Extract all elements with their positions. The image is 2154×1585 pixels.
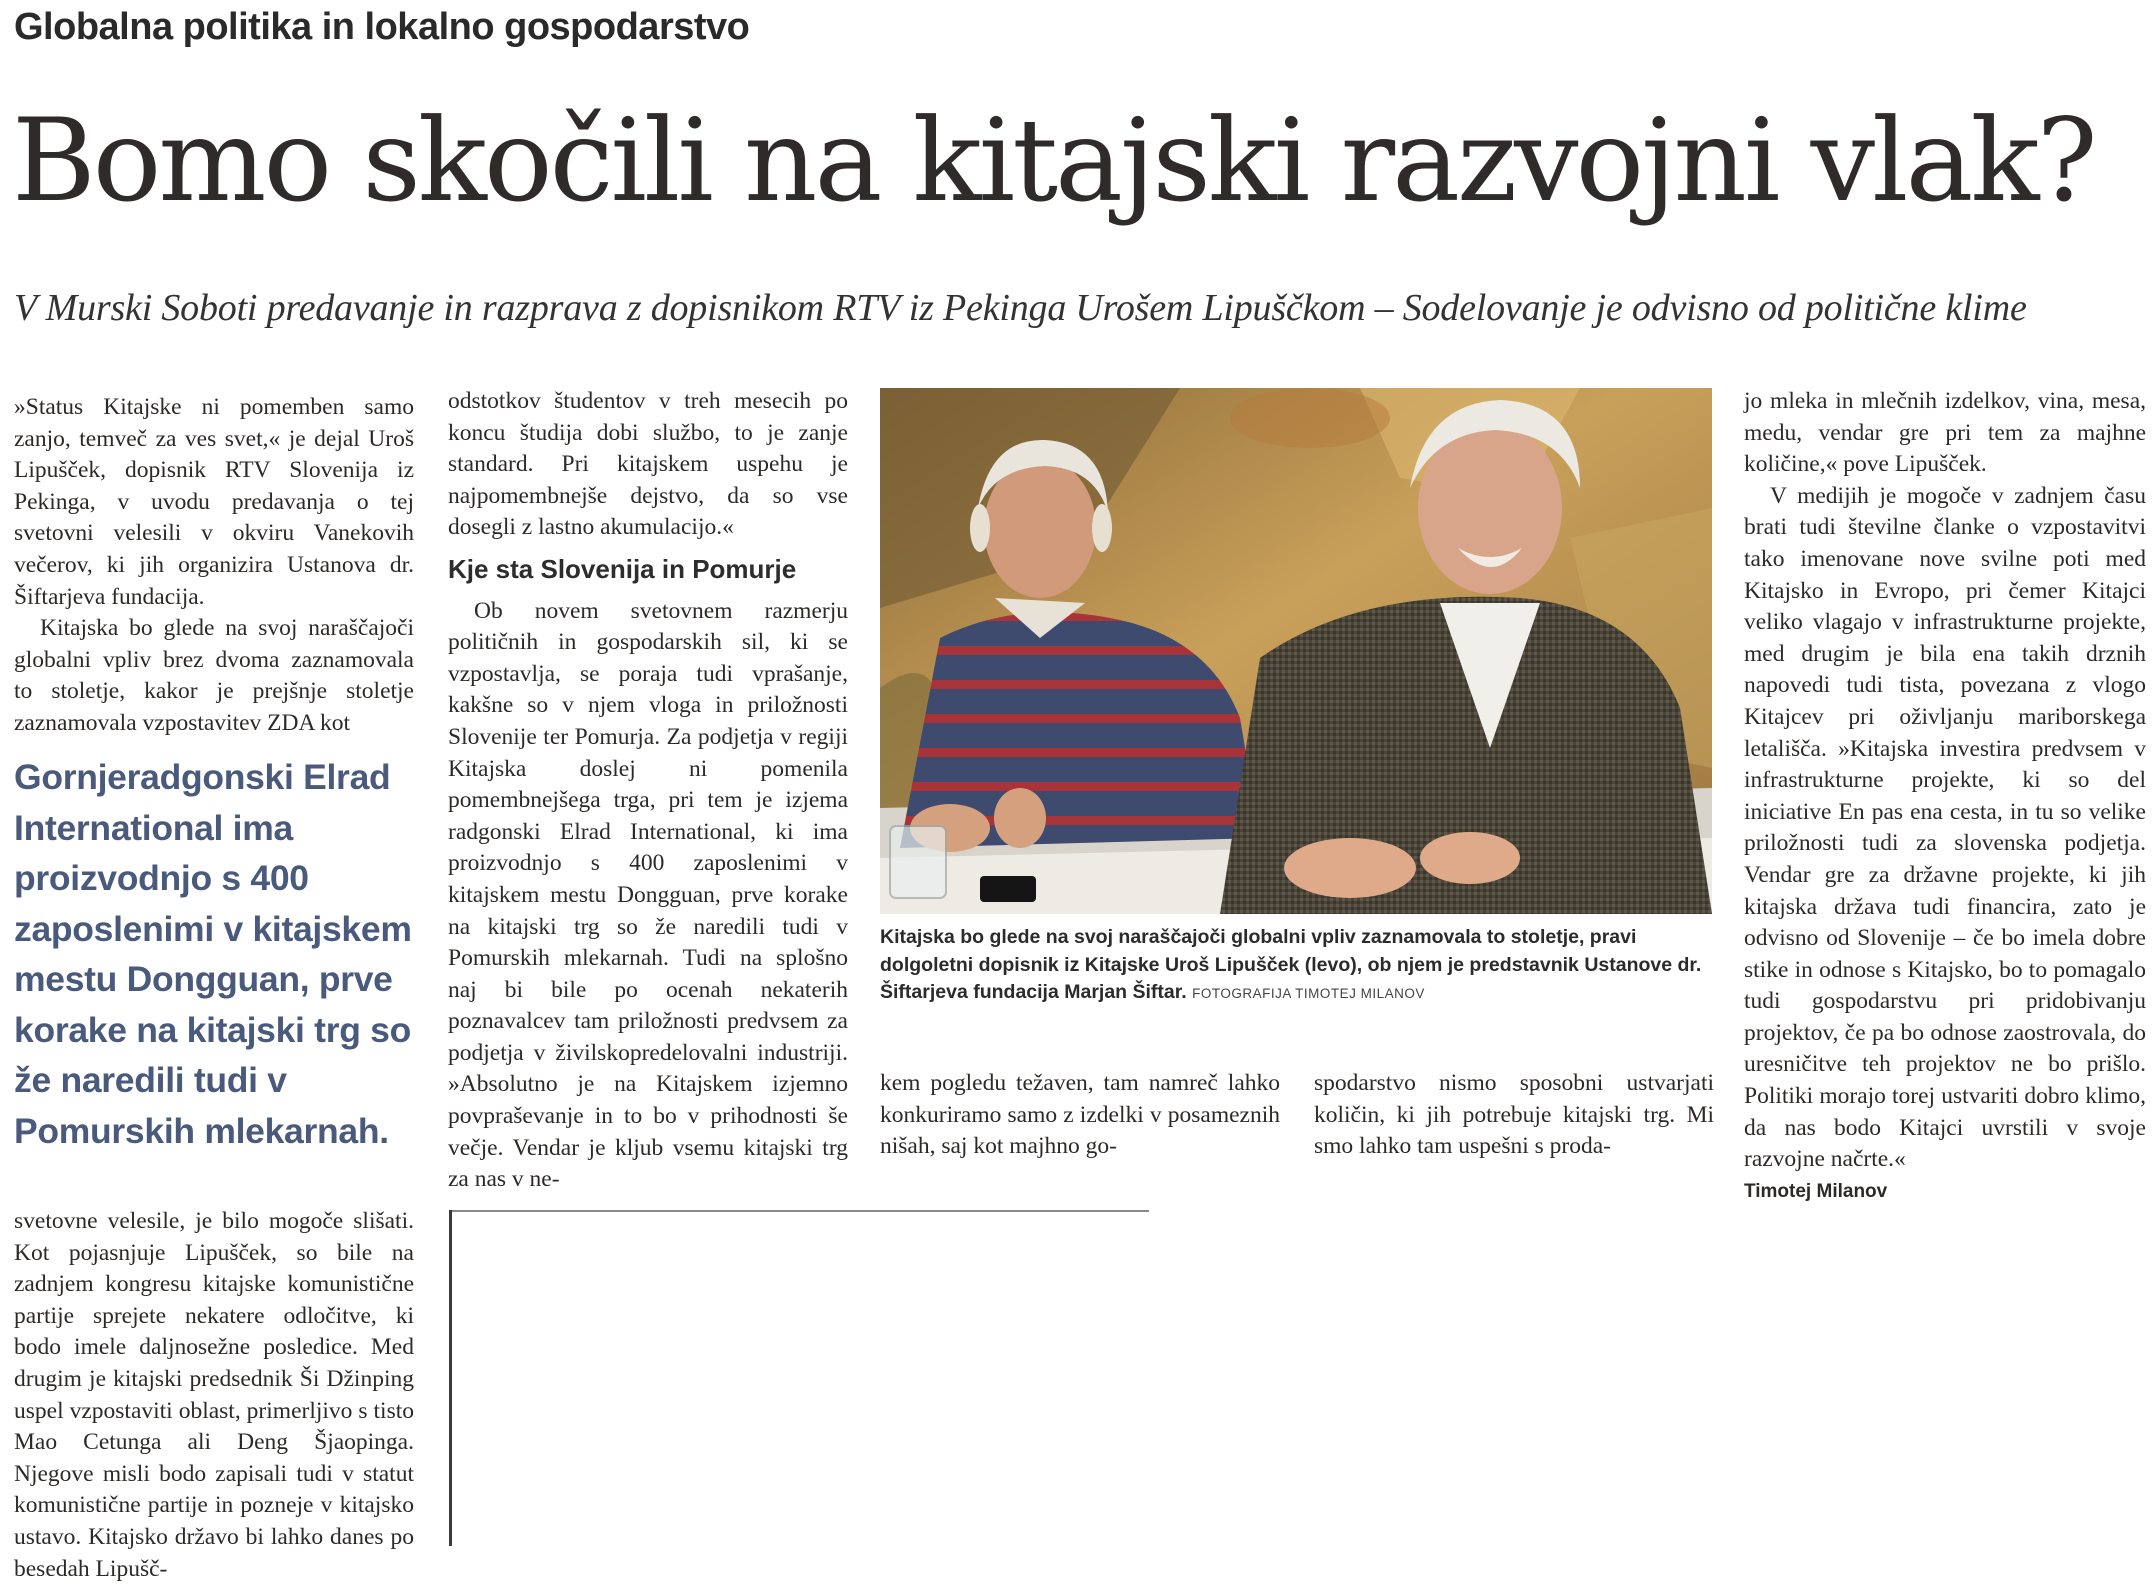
paragraph: kem pogledu težaven, tam namreč lahko konkuriramo samo z izdelki v posameznih nišah, saj kot majhno go-	[880, 1070, 1280, 1160]
pull-quote: Gornjeradgonski Elrad International ima proizvodnjo s 400 zaposlenimi v kitajskem mestu Dongguan, prve korake na kitajski trg so že naredili tudi v Pomurskih mlekarnah.	[14, 757, 412, 1151]
clipping-edge	[449, 1210, 452, 1546]
column-4	[1314, 1068, 1714, 1163]
paragraph: svetovne velesile, je bilo mogoče slišati. Kot pojasnjuje Lipušček, so bile na zadnjem kongresu kitajske komunistične partije sprejete nekatere odločitve, ki bodo imele daljnosežne posledice. Med drugim je kitajski predsednik Ši Džinping uspel vzpostaviti oblast, primerljivo s tisto Mao Cetunga ali Deng Šjaopinga. Njegove misli bodo zapisali tudi v statut komunistične partije in pozneje v kitajsko ustavo. Kitajsko državo bi lahko danes po besedah Lipušč-	[14, 1208, 414, 1582]
paragraph: spodarstvo nismo sposobni ustvarjati količin, ki jih potrebuje kitajski trg. Mi smo lahko tam uspešni s proda-	[1314, 1070, 1714, 1160]
article-subheadline: V Murski Soboti predavanje in razprava z dopisnikom RTV iz Pekinga Urošem Lipuščkom – Sodelovanje je odvisno od politične klime	[14, 287, 2027, 329]
section-heading: Globalna politika in lokalno gospodarstvo	[14, 6, 750, 48]
column-3	[880, 1068, 1280, 1163]
clipping-edge	[449, 1210, 1149, 1212]
column-1-top	[14, 392, 414, 740]
paragraph: odstotkov študentov v treh mesecih po koncu študija dobi službo, to je zanje standard. Pri kitajskem uspehu je najpomembnejše dejstvo, da so vse dosegli z lastno akumulacijo.«	[448, 388, 848, 541]
article-author: Timotej Milanov	[1744, 1180, 1888, 1202]
photo-credit: FOTOGRAFIJA TIMOTEJ MILANOV	[1192, 986, 1425, 1001]
subsection-title: Kje sta Slovenija in Pomurje	[448, 553, 797, 584]
paragraph: Kitajska bo glede na svoj naraščajoči globalni vpliv brez dvoma zaznamovala to stoletje, kakor je prejšnje stoletje zaznamovala vzpostavitev ZDA kot	[14, 615, 414, 736]
article-headline: Bomo skočili na kitajski razvojni vlak?	[12, 94, 2095, 227]
photo-illustration	[880, 388, 1712, 914]
column-2	[448, 386, 848, 1196]
photo-caption	[880, 924, 1712, 1008]
paragraph: »Status Kitajske ni pomemben samo zanjo, temveč za ves svet,« je dejal Uroš Lipušček, dopisnik RTV Slovenija iz Pekinga, v uvodu predavanja o tej svetovni velesili v okviru Vanekovih večerov, ki jih organizira Ustanova dr. Šiftarjeva fundacija.	[14, 394, 414, 610]
column-1-bottom	[14, 1206, 414, 1585]
paragraph: V medijih je mogoče v zadnjem času brati tudi številne članke o vzpostavitvi tako imenovane nove svilne poti med Kitajsko in Evropo, pri čemer Kitajci veliko vlagajo v infrastrukturne projekte, med drugim je bila ena takih drznih napovedi tudi tista, povezana z vlogo Kitajcev pri oživljanju mariborskega letališča. »Kitajska investira predvsem v infrastrukturne projekte, ki so del iniciative En pas ena cesta, in tu so velike priložnosti tudi za slovenska podjetja. Vendar gre za državne projekte, ki jih kitajska država tudi financira, zato je odvisno od Slovenije – če bo imela dobre stike in odnose s Kitajsko, bo to pomagalo tudi gospodarstvu pri pridobivanju projektov, če pa bo odnose zaostrovala, do uresničitve teh projektov ne bo prišlo. Politiki morajo torej ustvariti dobro klimo, da nas bodo Kitajci uvrstili v svoje razvojne načrte.«	[1744, 482, 2146, 1173]
paragraph: jo mleka in mlečnih izdelkov, vina, mesa, medu, vendar gre pri tem za majhne količine,« pove Lipušček.	[1744, 388, 2146, 478]
paragraph: Ob novem svetovnem razmerju političnih in gospodarskih sil, ki se vzpostavlja, se poraja tudi vprašanje, kakšne so v njem vloga in priložnosti Slovenije ter Pomurja. Za podjetja v regiji Kitajska doslej ni pomenila pomembnejšega trga, pri tem je izjema radgonski Elrad International, ki ima proizvodnjo s 400 zaposlenimi v kitajskem mestu Dongguan, prve korake na kitajski trg so že naredili tudi v Pomurskih mlekarnah. Tudi na splošno naj bi bile po ocenah nekaterih poznavalcev tam priložnosti predvsem za podjetja v živilskopredelovalni industriji. »Absolutno je na Kitajskem izjemno povpraševanje in to bo v prihodnosti še večje. Vendar je kljub vsemu kitajski trg za nas v ne-	[448, 597, 848, 1193]
caption-text: Kitajska bo glede na svoj naraščajoči globalni vpliv zaznamovala to stoletje, pravi dolgoletni dopisnik iz Kitajske Uroš Lipušček (levo), ob njem je predstavnik Ustanove dr. Šiftarjeva fundacija Marjan Šiftar.	[880, 926, 1702, 1003]
column-5	[1744, 386, 2146, 1207]
article-photo	[880, 388, 1712, 914]
